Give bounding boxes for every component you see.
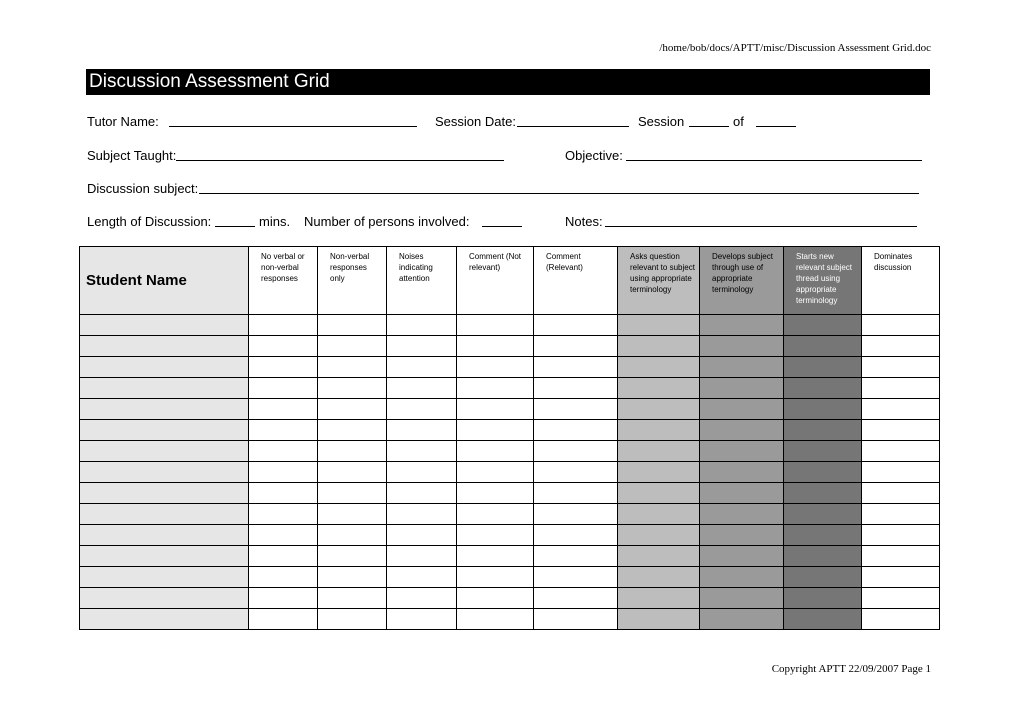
assessment-cell[interactable] [618,378,700,399]
assessment-cell[interactable] [700,546,784,567]
col-header-dominates: Dominates discussion [862,247,940,315]
assessment-cell[interactable] [534,357,618,378]
table-row [80,336,940,357]
assessment-cell[interactable] [387,567,457,588]
session-date-field[interactable] [517,114,629,130]
col-header-asks-question: Asks question relevant to subject using appropriate terminology [618,247,700,315]
assessment-cell[interactable] [249,609,318,630]
student-name-cell[interactable] [80,462,249,483]
assessment-cell[interactable] [618,441,700,462]
assessment-cell[interactable] [249,462,318,483]
table-row [80,357,940,378]
of-label: of [733,114,744,129]
assessment-cell[interactable] [618,525,700,546]
table-row [80,378,940,399]
assessment-cell[interactable] [862,357,940,378]
assessment-cell[interactable] [387,504,457,525]
table-row [80,504,940,525]
assessment-cell[interactable] [249,441,318,462]
assessment-cell[interactable] [249,525,318,546]
assessment-cell[interactable] [457,504,534,525]
assessment-cell[interactable] [534,567,618,588]
assessment-cell[interactable] [700,420,784,441]
assessment-cell[interactable] [457,420,534,441]
assessment-cell[interactable] [700,504,784,525]
student-name-cell[interactable] [80,399,249,420]
grid-header-row [80,247,940,315]
assessment-cell[interactable] [862,609,940,630]
assessment-cell[interactable] [784,441,862,462]
assessment-cell[interactable] [457,336,534,357]
objective-label: Objective: [565,148,623,163]
persons-field[interactable] [482,214,522,230]
student-name-cell[interactable] [80,588,249,609]
assessment-cell[interactable] [387,525,457,546]
assessment-cell[interactable] [457,525,534,546]
document-title: Discussion Assessment Grid [86,69,930,95]
assessment-cell[interactable] [318,399,387,420]
assessment-cell[interactable] [457,609,534,630]
assessment-cell[interactable] [387,420,457,441]
mins-label: mins. [259,214,291,229]
student-name-cell[interactable] [80,546,249,567]
discussion-subject-field[interactable] [199,181,919,197]
assessment-cell[interactable] [862,483,940,504]
assessment-cell[interactable] [784,588,862,609]
assessment-cell[interactable] [618,483,700,504]
assessment-cell[interactable] [318,420,387,441]
assessment-cell[interactable] [784,525,862,546]
assessment-cell[interactable] [249,567,318,588]
student-name-cell[interactable] [80,357,249,378]
student-name-cell[interactable] [80,420,249,441]
assessment-cell[interactable] [249,546,318,567]
assessment-cell[interactable] [862,420,940,441]
assessment-cell[interactable] [457,567,534,588]
grid-body [80,315,940,630]
session-number-field[interactable] [689,114,729,130]
student-name-header: Student Name [80,247,249,315]
assessment-cell[interactable] [700,525,784,546]
assessment-cell[interactable] [700,609,784,630]
assessment-cell[interactable] [618,462,700,483]
assessment-cell[interactable] [862,546,940,567]
assessment-cell[interactable] [784,420,862,441]
assessment-cell[interactable] [862,462,940,483]
student-name-cell[interactable] [80,525,249,546]
assessment-cell[interactable] [249,420,318,441]
subject-taught-label: Subject Taught: [87,148,177,163]
assessment-cell[interactable] [318,525,387,546]
assessment-cell[interactable] [457,483,534,504]
assessment-cell[interactable] [457,588,534,609]
assessment-cell[interactable] [784,609,862,630]
assessment-cell[interactable] [618,315,700,336]
assessment-cell[interactable] [249,483,318,504]
assessment-cell[interactable] [249,504,318,525]
assessment-cell[interactable] [784,546,862,567]
assessment-cell[interactable] [534,588,618,609]
table-row [80,525,940,546]
assessment-cell[interactable] [534,315,618,336]
assessment-cell[interactable] [387,588,457,609]
assessment-cell[interactable] [387,357,457,378]
col-header-develops-subject: Develops subject through use of appropriate terminology [700,247,784,315]
assessment-cell[interactable] [784,315,862,336]
assessment-cell[interactable] [534,378,618,399]
assessment-cell[interactable] [862,399,940,420]
assessment-cell[interactable] [249,357,318,378]
assessment-cell[interactable] [618,504,700,525]
assessment-cell[interactable] [784,357,862,378]
assessment-cell[interactable] [318,378,387,399]
assessment-cell[interactable] [784,567,862,588]
col-header-non-verbal: Non-verbal responses only [318,247,387,315]
assessment-cell[interactable] [387,336,457,357]
assessment-cell[interactable] [700,567,784,588]
persons-label: Number of persons involved: [304,214,470,229]
assessment-cell[interactable] [534,504,618,525]
assessment-cell[interactable] [700,588,784,609]
assessment-cell[interactable] [318,357,387,378]
student-name-cell[interactable] [80,315,249,336]
assessment-cell[interactable] [862,504,940,525]
col-header-comment-relevant: Comment (Relevant) [534,247,618,315]
table-row [80,420,940,441]
assessment-cell[interactable] [862,378,940,399]
objective-field[interactable] [626,148,922,164]
discussion-subject-label: Discussion subject: [87,181,199,196]
table-row [80,609,940,630]
assessment-cell[interactable] [784,462,862,483]
assessment-cell[interactable] [249,378,318,399]
assessment-cell[interactable] [534,483,618,504]
assessment-cell[interactable] [862,525,940,546]
assessment-cell[interactable] [457,441,534,462]
student-name-cell[interactable] [80,336,249,357]
session-date-label: Session Date: [435,114,516,129]
assessment-cell[interactable] [387,315,457,336]
student-name-cell[interactable] [80,441,249,462]
assessment-cell[interactable] [618,546,700,567]
session-label: Session [638,114,685,129]
col-header-no-response: No verbal or non-verbal responses [249,247,318,315]
col-header-noises: Noises indicating attention [387,247,457,315]
table-row [80,315,940,336]
student-name-cell[interactable] [80,504,249,525]
table-row [80,567,940,588]
assessment-cell[interactable] [618,420,700,441]
assessment-cell[interactable] [618,588,700,609]
assessment-cell[interactable] [387,546,457,567]
assessment-cell[interactable] [318,441,387,462]
length-label: Length of Discussion: [87,214,212,229]
assessment-cell[interactable] [387,483,457,504]
assessment-cell[interactable] [618,336,700,357]
assessment-cell[interactable] [618,399,700,420]
assessment-cell[interactable] [318,588,387,609]
table-row [80,588,940,609]
assessment-cell[interactable] [700,357,784,378]
length-field[interactable] [215,214,255,230]
assessment-cell[interactable] [784,483,862,504]
copyright-footer: Copyright APTT 22/09/2007 Page 1 [771,663,931,675]
assessment-cell[interactable] [249,399,318,420]
file-path: /home/bob/docs/APTT/misc/Discussion Assessment Grid.doc [659,42,931,54]
assessment-cell[interactable] [534,525,618,546]
student-name-cell[interactable] [80,567,249,588]
assessment-cell[interactable] [534,609,618,630]
table-row [80,462,940,483]
assessment-cell[interactable] [318,336,387,357]
assessment-cell[interactable] [249,315,318,336]
table-row [80,483,940,504]
assessment-cell[interactable] [618,567,700,588]
assessment-cell[interactable] [700,399,784,420]
assessment-cell[interactable] [387,609,457,630]
tutor-name-label: Tutor Name: [87,114,159,129]
assessment-cell[interactable] [618,357,700,378]
assessment-cell[interactable] [457,462,534,483]
assessment-cell[interactable] [784,378,862,399]
assessment-cell[interactable] [318,462,387,483]
assessment-cell[interactable] [784,336,862,357]
student-name-cell[interactable] [80,609,249,630]
session-total-field[interactable] [756,114,796,130]
subject-taught-field[interactable] [176,148,504,164]
assessment-cell[interactable] [457,315,534,336]
assessment-cell[interactable] [862,336,940,357]
assessment-cell[interactable] [700,483,784,504]
assessment-cell[interactable] [862,441,940,462]
assessment-cell[interactable] [700,462,784,483]
assessment-cell[interactable] [862,588,940,609]
assessment-cell[interactable] [318,504,387,525]
assessment-cell[interactable] [387,399,457,420]
student-name-cell[interactable] [80,378,249,399]
col-header-comment-not-relevant: Comment (Not relevant) [457,247,534,315]
assessment-cell[interactable] [318,546,387,567]
assessment-cell[interactable] [534,336,618,357]
assessment-cell[interactable] [700,336,784,357]
student-name-cell[interactable] [80,483,249,504]
assessment-cell[interactable] [534,399,618,420]
tutor-name-field[interactable] [169,114,417,130]
assessment-cell[interactable] [318,315,387,336]
table-row [80,399,940,420]
assessment-cell[interactable] [862,315,940,336]
table-row [80,546,940,567]
notes-label: Notes: [565,214,603,229]
col-header-starts-new-thread: Starts new relevant subject thread using appropriate terminology [784,247,862,315]
assessment-cell[interactable] [318,483,387,504]
assessment-cell[interactable] [534,420,618,441]
assessment-cell[interactable] [318,609,387,630]
assessment-cell[interactable] [784,504,862,525]
assessment-cell[interactable] [387,378,457,399]
assessment-cell[interactable] [249,588,318,609]
assessment-cell[interactable] [862,567,940,588]
assessment-cell[interactable] [700,315,784,336]
assessment-cell[interactable] [249,336,318,357]
assessment-cell[interactable] [318,567,387,588]
assessment-cell[interactable] [534,441,618,462]
table-row [80,441,940,462]
assessment-cell[interactable] [387,441,457,462]
assessment-cell[interactable] [784,399,862,420]
assessment-cell[interactable] [457,546,534,567]
assessment-cell[interactable] [700,441,784,462]
assessment-grid [79,246,940,630]
notes-field[interactable] [605,214,917,230]
assessment-cell[interactable] [700,378,784,399]
assessment-cell[interactable] [534,462,618,483]
assessment-cell[interactable] [457,357,534,378]
assessment-cell[interactable] [387,462,457,483]
assessment-cell[interactable] [457,378,534,399]
assessment-cell[interactable] [618,609,700,630]
assessment-cell[interactable] [457,399,534,420]
assessment-cell[interactable] [534,546,618,567]
